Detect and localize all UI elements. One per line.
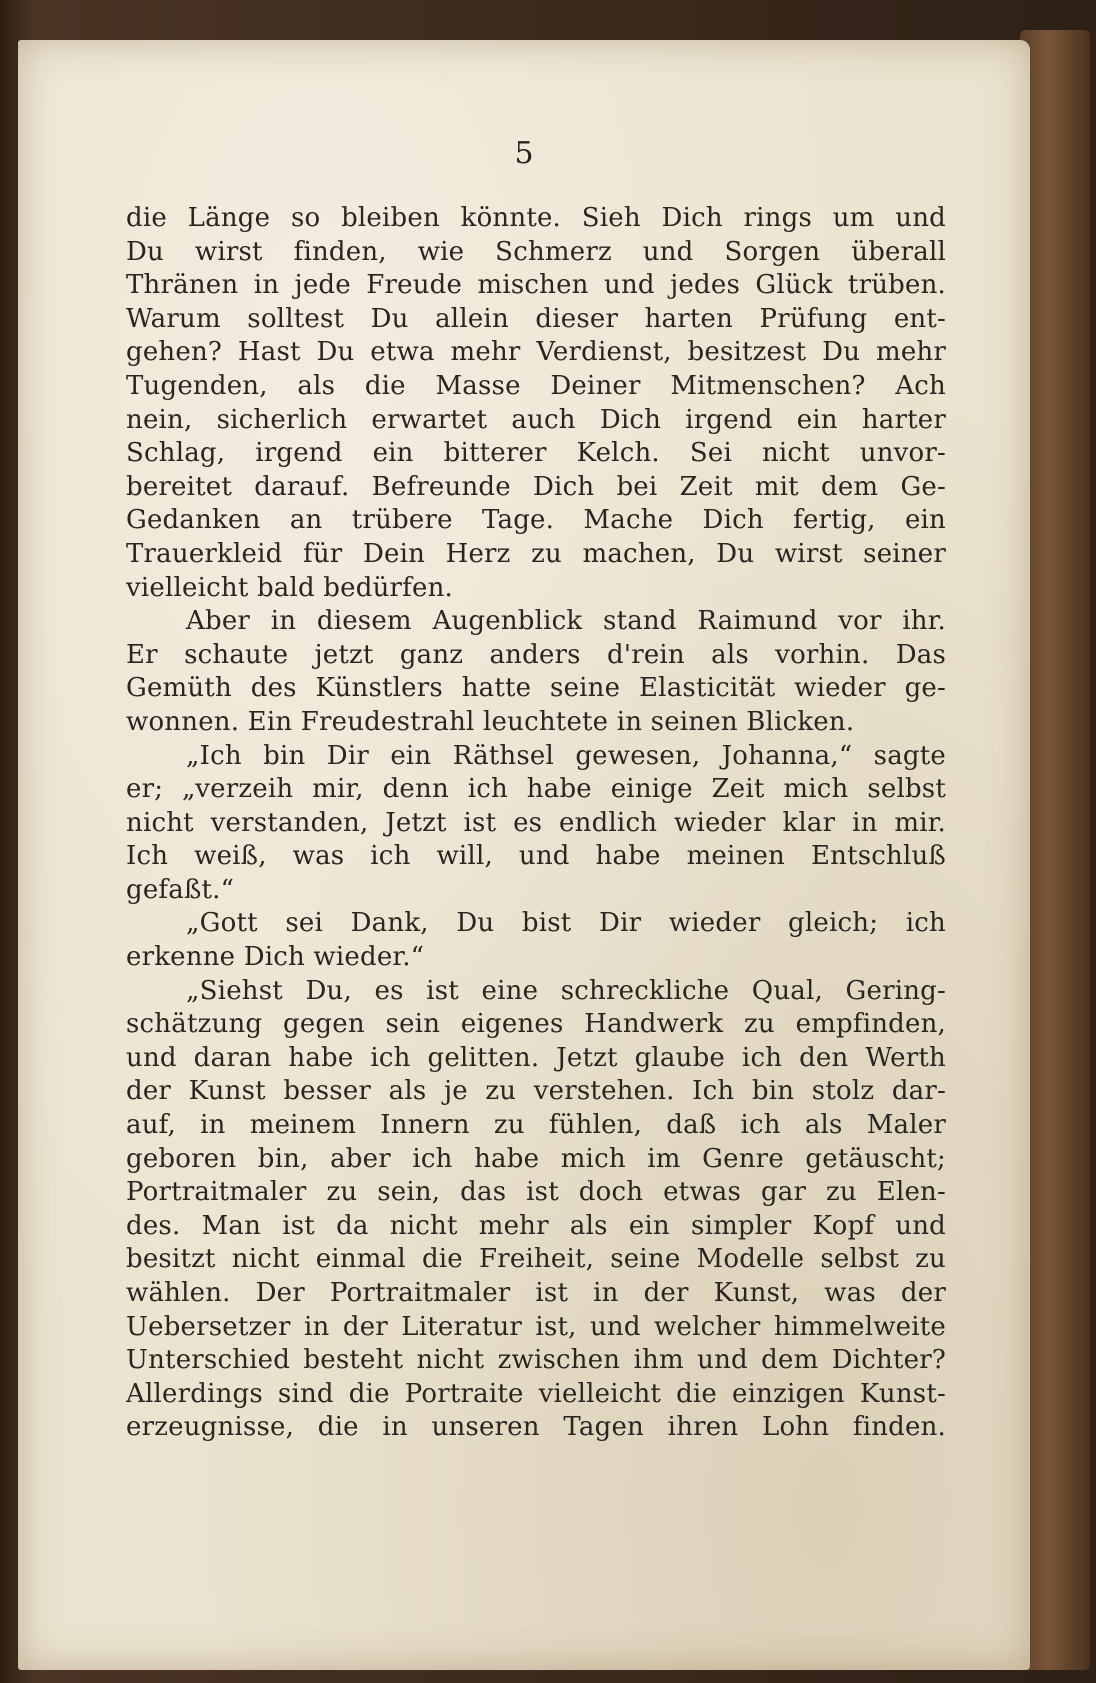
text-line: geboren bin, aber ich habe mich im Genre getäuscht; [126,1143,946,1174]
text-line: Uebersetzer in der Literatur ist, und welcher himmelweite [126,1311,946,1342]
text-line: vielleicht bald bedürfen. [126,572,453,603]
text-line: Ich weiß, was ich will, und habe meinen Entschluß [126,841,946,872]
text-line: wählen. Der Portraitmaler ist in der Kunst, was der [126,1278,946,1308]
text-line: Tugenden, als die Masse Deiner Mitmenschen? Ach [126,370,946,401]
text-line: Aber in diesem Augenblick stand Raimund vor ihr. [186,606,946,637]
body-text [126,202,946,1445]
text-line: Warum solltest Du allein dieser harten Prüfung ent- [126,303,946,334]
text-line: besitzt nicht einmal die Freiheit, seine Modelle selbst zu [126,1244,946,1275]
page-number: 5 [514,136,534,171]
book-cover-edge [1020,30,1090,1670]
text-line: der Kunst besser als je zu verstehen. Ich bin stolz dar- [126,1076,946,1107]
text-line: und daran habe ich gelitten. Jetzt glaube ich den Werth [126,1042,946,1073]
text-line: erzeugnisse, die in unseren Tagen ihren Lohn finden. [126,1412,946,1443]
text-line: gehen? Hast Du etwa mehr Verdienst, besitzest Du mehr [126,337,946,368]
text-line: Unterschied besteht nicht zwischen ihm und dem Dichter? [126,1345,946,1376]
text-line: wonnen. Ein Freudestrahl leuchtete in seinen Blicken. [126,706,855,737]
text-line: nein, sicherlich erwartet auch Dich irgend ein harter [126,404,946,435]
text-line: bereitet darauf. Befreunde Dich bei Zeit mit dem Ge- [126,471,946,502]
text-line: auf, in meinem Innern zu fühlen, daß ich als Maler [126,1110,946,1141]
text-line: Trauerkleid für Dein Herz zu machen, Du wirst seiner [126,538,946,569]
text-line: er; „verzeih mir, denn ich habe einige Zeit mich selbst [126,774,946,805]
text-line: Allerdings sind die Portraite vielleicht die einzigen Kunst- [126,1378,946,1409]
text-line: Thränen in jede Freude mischen und jedes Glück trüben. [126,270,946,301]
text-line: „Siehst Du, es ist eine schreckliche Qual, Gering- [186,975,946,1006]
text-line: „Gott sei Dank, Du bist Dir wieder gleich; ich [186,908,946,939]
text-line: nicht verstanden, Jetzt ist es endlich wieder klar in mir. [126,807,946,838]
text-line: Schlag, irgend ein bitterer Kelch. Sei nicht unvor- [126,438,946,469]
text-line: die Länge so bleiben könnte. Sieh Dich rings um und [126,203,946,233]
text-line: erkenne Dich wieder.“ [126,942,425,973]
text-line: schätzung gegen sein eigenes Handwerk zu empfinden, [126,1009,946,1040]
text-line: Gemüth des Künstlers hatte seine Elasticität wieder ge- [126,673,946,704]
text-line: gefaßt.“ [126,874,235,905]
text-line: Er schaute jetzt ganz anders d'rein als vorhin. Das [126,639,946,670]
page-sheet [18,40,1030,1670]
text-line: „Ich bin Dir ein Räthsel gewesen, Johanna,“ sagte [186,740,946,771]
text-line: des. Man ist da nicht mehr als ein simpler Kopf und [126,1210,946,1241]
text-line: Du wirst finden, wie Schmerz und Sorgen überall [126,236,946,267]
text-line: Portraitmaler zu sein, das ist doch etwas gar zu Elen- [126,1177,946,1208]
text-line: Gedanken an trübere Tage. Mache Dich fertig, ein [126,505,946,536]
